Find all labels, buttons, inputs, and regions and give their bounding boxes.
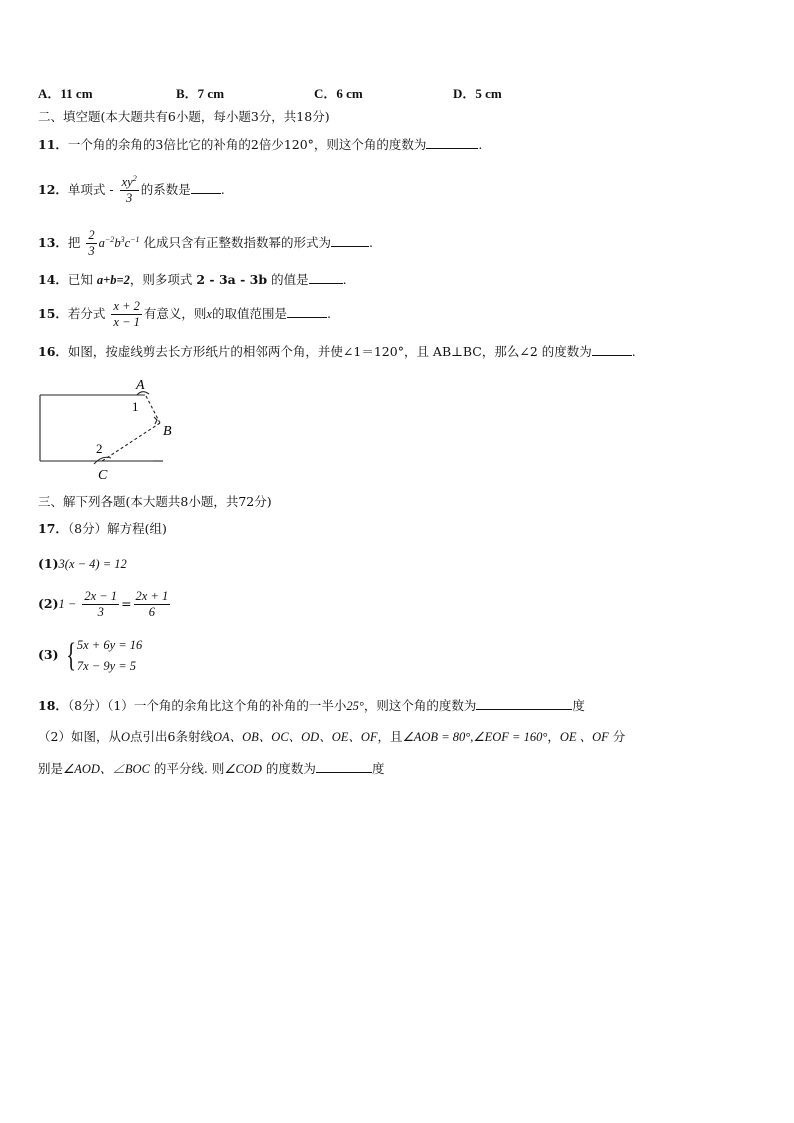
q12-post: 的系数是 xyxy=(140,182,191,197)
choice-a: A．11 cm xyxy=(38,86,93,101)
fig-label-1: 1 xyxy=(132,399,139,414)
q18-p1-answer-blank[interactable] xyxy=(476,697,572,710)
q18-number: 18． xyxy=(38,698,68,713)
q18-p2-cod: ∠COD xyxy=(224,762,262,776)
q13-exp-a: −2 xyxy=(104,234,115,244)
q18-p2-rays: OA、OB、OC、OD、OE、OF xyxy=(212,730,378,744)
q16-number: 16． xyxy=(38,344,68,359)
q13-answer-blank[interactable] xyxy=(331,234,369,247)
q17-p2-frac2-den: 6 xyxy=(148,605,156,619)
q17-p2-pre: 1 − xyxy=(58,597,77,611)
q13-fraction xyxy=(86,228,96,259)
choice-c: C．6 cm xyxy=(314,86,363,101)
question-17 xyxy=(38,521,167,537)
q12-fraction xyxy=(120,175,139,206)
q18-p2-text-c: ，且 xyxy=(377,729,403,744)
q18-p1-unit: 度 xyxy=(572,698,585,713)
section3-heading: 三、解下列各题(本大题共8小题，共72分) xyxy=(38,494,272,509)
question-11 xyxy=(38,136,482,153)
q15-fraction xyxy=(111,299,141,330)
q17-p3-system xyxy=(77,635,142,677)
fig-label-a: A xyxy=(136,378,145,393)
q17-p2-label: (2) xyxy=(38,596,59,611)
q18-p1-text: 一个角的余角比这个角的补角的一半小 xyxy=(133,698,347,713)
q15-number: 15． xyxy=(38,306,68,321)
question-13 xyxy=(38,225,373,261)
q18-p2-line2-c: 的度数为 xyxy=(261,761,316,776)
q18-p1-angle: 25° xyxy=(346,699,364,713)
q12-frac-den: 3 xyxy=(126,191,133,205)
q16-answer-blank[interactable] xyxy=(592,343,632,356)
q14-polynomial: 2 - 3a - 3b xyxy=(196,272,268,287)
q18-p2-answer-blank[interactable] xyxy=(316,760,372,773)
q16-end: . xyxy=(631,344,636,359)
q12-end: . xyxy=(220,182,225,197)
q15-frac-num: x + 2 xyxy=(113,299,140,313)
q13-var-b: b xyxy=(114,236,121,250)
q18-p2-line2-b: 的平分线. 则 xyxy=(149,761,225,776)
q17-p3-eq2: 7x − 9y = 5 xyxy=(76,658,137,673)
fig-label-b: B xyxy=(163,424,172,439)
q13-pre: 把 xyxy=(67,235,81,250)
q15-frac-den: x − 1 xyxy=(113,315,140,329)
q14-number: 14． xyxy=(38,272,68,287)
q15-pre: 若分式 xyxy=(67,306,106,321)
q17-part-3 xyxy=(38,633,142,677)
dashed-cut-bc xyxy=(102,423,160,461)
q13-exp-b: 3 xyxy=(120,234,125,244)
q17-score: （8分） xyxy=(67,521,108,536)
q17-part-2 xyxy=(38,586,172,622)
question-14 xyxy=(38,271,347,288)
q17-p2-frac1-num: 2x − 1 xyxy=(84,589,118,603)
q18-p2-bisect: ∠AOD、∠BOC xyxy=(63,762,150,776)
q18-p2-label: （2） xyxy=(38,729,71,744)
q18-p2-text-a: 如图，从 xyxy=(70,729,121,744)
q14-condition: a+b=2 xyxy=(96,273,130,287)
q14-pre: 已知 xyxy=(67,272,97,287)
q18-p2-angles: ∠AOB = 80°,∠EOF = 160° xyxy=(402,730,548,744)
q17-p2-fraction-right xyxy=(134,589,171,620)
dashed-cut-ab xyxy=(146,396,160,423)
q13-exp-c: −1 xyxy=(130,234,140,244)
q17-p1-label: (1) xyxy=(38,556,59,571)
right-angle-mark xyxy=(154,417,157,424)
q16-text: 如图，按虚线剪去长方形纸片的相邻两个角，并使∠1＝120°，且 AB⊥BC，那么∠2 的度数为 xyxy=(67,344,592,359)
question-12 xyxy=(38,172,225,208)
q18-score: （8分） xyxy=(67,698,108,713)
q12-pre: 单项式 - xyxy=(67,182,114,197)
q12-frac-exp: 2 xyxy=(132,173,137,183)
q18-p1-label: （1） xyxy=(107,698,134,713)
q14-answer-blank[interactable] xyxy=(309,271,343,284)
question-15 xyxy=(38,296,331,332)
q12-frac-num: xy xyxy=(121,175,133,189)
q18-p2-line2-a: 别是 xyxy=(38,761,64,776)
q18-p2-text-b: 点引出6条射线 xyxy=(130,729,213,744)
section2-heading: 二、填空题(本大题共有6小题，每小题3分，共18分) xyxy=(38,109,330,124)
q15-mid: 有意义，则 xyxy=(143,306,207,321)
q15-var: x xyxy=(206,307,212,321)
q13-number: 13． xyxy=(38,235,68,250)
q11-end: . xyxy=(478,137,483,152)
q17-p2-frac1-den: 3 xyxy=(97,605,104,619)
question-18-part-2-line1 xyxy=(38,729,625,745)
question-16 xyxy=(38,343,636,360)
system-brace: { xyxy=(65,636,76,674)
q18-p2-text-d: ， xyxy=(547,729,560,744)
q13-end: . xyxy=(369,235,374,250)
q17-p3-eq1: 5x + 6y = 16 xyxy=(76,637,143,652)
q13-var-a: a xyxy=(98,236,105,250)
q14-end: . xyxy=(342,272,347,287)
question-18-part-1 xyxy=(38,697,585,714)
q15-end: . xyxy=(326,306,331,321)
q14-post: 的值是 xyxy=(267,272,309,287)
q17-p1-equation: 3(x − 4) = 12 xyxy=(58,557,127,571)
q12-answer-blank[interactable] xyxy=(191,181,221,194)
q11-number: 11． xyxy=(38,137,68,152)
q13-frac-num: 2 xyxy=(88,228,95,242)
q18-p2-oe-of: OE 、OF xyxy=(559,730,609,744)
q18-p2-o: O xyxy=(120,730,130,744)
question-18-part-2-line2 xyxy=(38,760,384,777)
q18-p2-unit: 度 xyxy=(371,761,385,776)
q18-p2-text-e: 分 xyxy=(608,729,626,744)
q17-p2-fraction-left xyxy=(82,589,119,620)
q13-frac-den: 3 xyxy=(88,244,95,258)
q17-p2-equals: = xyxy=(121,596,132,611)
q18-p1-mid: ，则这个角的度数为 xyxy=(363,698,477,713)
q13-var-c: c xyxy=(124,236,131,250)
q14-mid: ，则多项式 xyxy=(129,272,197,287)
q12-number: 12． xyxy=(38,182,68,197)
q17-part-1 xyxy=(38,556,127,572)
q17-number: 17． xyxy=(38,521,68,536)
q15-post: 的取值范围是 xyxy=(211,306,287,321)
q17-p2-frac2-num: 2x + 1 xyxy=(135,589,169,603)
choice-d: D．5 cm xyxy=(453,86,502,101)
q17-p3-label: (3) xyxy=(38,647,59,662)
choice-b: B．7 cm xyxy=(176,86,225,101)
q13-post: 化成只含有正整数指数幂的形式为 xyxy=(143,235,332,250)
q16-figure xyxy=(30,372,180,484)
q15-answer-blank[interactable] xyxy=(287,305,327,318)
fig-label-2: 2 xyxy=(96,441,103,456)
q11-answer-blank[interactable] xyxy=(426,136,478,149)
q11-text: 一个角的余角的3倍比它的补角的2倍少120°，则这个角的度数为 xyxy=(67,137,427,152)
q17-text: 解方程(组) xyxy=(107,521,167,536)
fig-label-c: C xyxy=(98,468,108,483)
